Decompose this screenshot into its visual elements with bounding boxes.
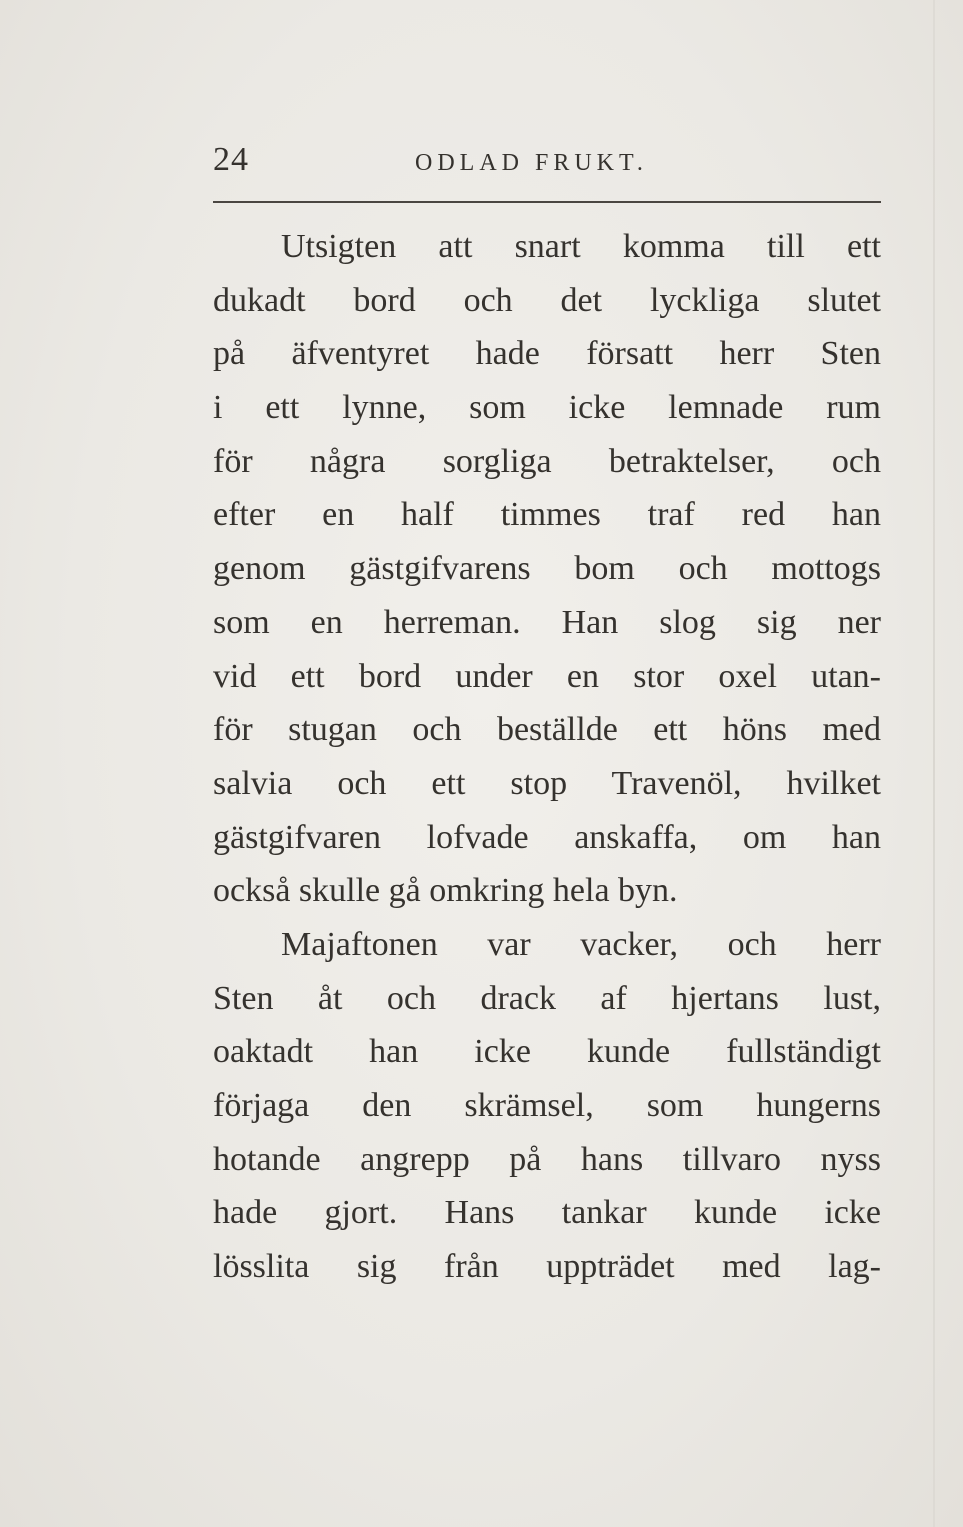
text-line: efter en half timmes traf red han — [213, 496, 881, 534]
text-line: Utsigten att snart komma till ett — [281, 228, 881, 265]
text-line: vid ett bord under en stor oxel utan- — [213, 657, 881, 695]
running-title: ODLAD FRUKT. — [415, 150, 648, 176]
text-line: för stugan och beställde ett höns med — [213, 711, 881, 749]
text-line: hade gjort. Hans tankar kunde icke — [213, 1194, 881, 1232]
page-header — [213, 136, 881, 184]
text-line: dukadt bord och det lyckliga slutet — [213, 281, 881, 319]
text-line: hotande angrepp på hans tillvaro nyss — [213, 1140, 881, 1178]
page-number: 24 — [213, 141, 249, 178]
text-line: oaktadt han icke kunde fullständigt — [213, 1033, 881, 1071]
text-line: för några sorgliga betraktelser, och — [213, 442, 881, 480]
text-line: Majaftonen var vacker, och herr — [281, 925, 881, 963]
header-rule — [213, 201, 881, 203]
body-text — [213, 220, 881, 1294]
text-line: på äfventyret hade försatt herr Sten — [213, 335, 881, 373]
text-line: salvia och ett stop Travenöl, hvilket — [213, 764, 881, 802]
text-line: förjaga den skrämsel, som hungerns — [213, 1087, 881, 1124]
page-edge-shadow — [933, 0, 935, 1527]
text-line: lösslita sig från uppträdet med lag- — [213, 1248, 881, 1286]
text-line: Sten åt och drack af hjertans lust, — [213, 979, 881, 1017]
text-line: också skulle gå omkring hela byn. — [213, 872, 678, 910]
text-line: som en herreman. Han slog sig ner — [213, 603, 881, 641]
text-line: i ett lynne, som icke lemnade rum — [213, 389, 881, 427]
text-line: gästgifvaren lofvade anskaffa, om han — [213, 818, 881, 856]
text-line: genom gästgifvarens bom och mottogs — [213, 550, 881, 588]
